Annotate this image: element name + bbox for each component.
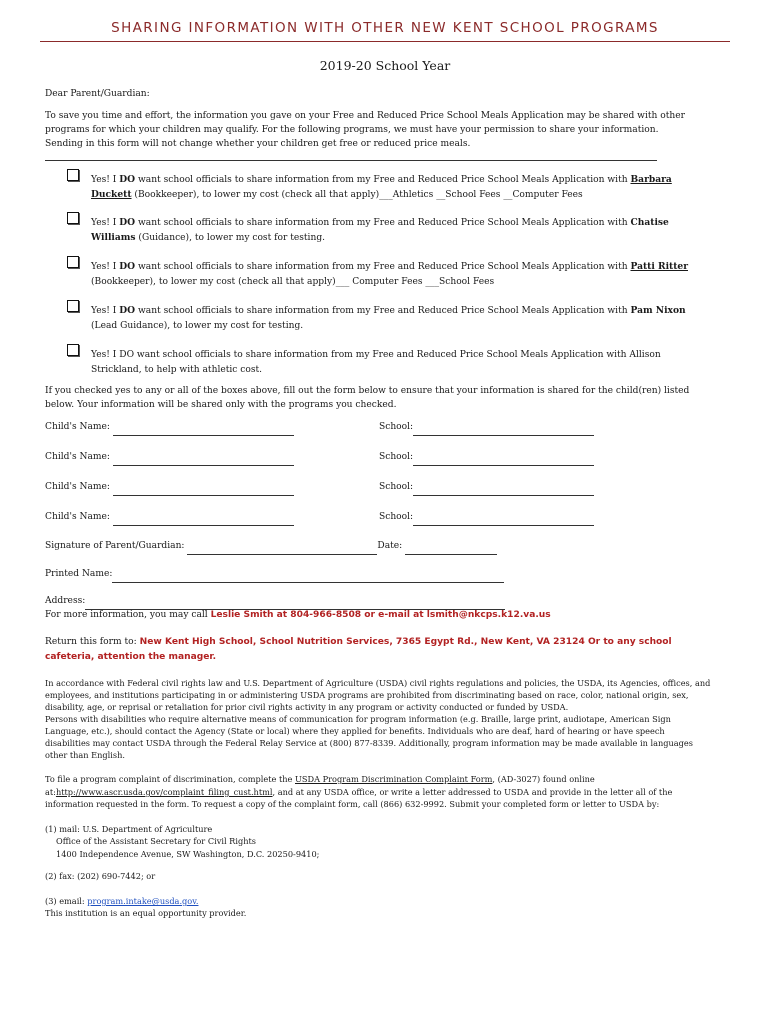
child-row: Child's Name: [45,511,294,526]
checkbox-allison-strickland[interactable] [67,344,79,356]
child-row: Child's Name: [45,481,294,496]
statement-line: other than English. [45,750,125,760]
printed-name-row: Printed Name: [45,568,504,583]
instruction-line: If you checked yes to any or all of the boxes above, fill out the form below to ensure that your information is shared for the child(ren) listed [45,386,690,396]
contact-name: Duckett [91,188,132,200]
child-row: Child's Name: [45,451,294,466]
intro-line: To save you time and effort, the information you gave on your Free and Reduced Price School Meals Application may be shared with other [45,111,685,121]
complaint-url-link[interactable]: http://www.ascr.usda.gov/complaint_filing_cust.html [55,787,273,797]
date-field[interactable] [405,540,497,555]
return-address: New Kent High School, School Nutrition Services, 7365 Egypt Rd., New Kent, VA 23124 Or to any school [139,637,672,647]
school-row: School: [379,511,594,526]
more-info: For more information, you may call Leslie Smith at 804-966-8508 or e-mail at lsmith@nkcps.k12.va.us [45,610,551,620]
statement-line: employees, and institutions participating in or administering USDA programs are prohibited from discriminating based on race, color, national origin, sex, [45,690,689,700]
email-line: (3) email: program.intake@usda.gov. [45,896,199,906]
equal-opportunity: This institution is an equal opportunity provider. [45,908,247,918]
checkbox-pam-nixon[interactable] [67,300,79,312]
intro-line: programs for which your children may qualify. For the following programs, we must have your permission to share your information. [45,125,659,135]
checkbox-barbara-duckett[interactable] [67,169,79,181]
school-year: 2019-20 School Year [319,58,451,73]
school-field[interactable] [413,421,594,436]
statement-line: Persons with disabilities who require alternative means of communication for program information (e.g. Braille, large print, audiotape, American Sign [45,714,671,724]
printed-name-field[interactable] [112,568,504,583]
address-row: Address: [45,595,505,610]
school-field[interactable] [413,481,594,496]
contact-name: Barbara [630,174,672,185]
greeting: Dear Parent/Guardian: [45,89,150,99]
page-title: SHARING INFORMATION WITH OTHER NEW KENT SCHOOL PROGRAMS [111,20,659,36]
fax-line: (2) fax: (202) 690-7442; or [45,871,156,881]
checkbox-patti-ritter[interactable] [67,256,79,268]
return-line: Return this form to: New Kent High School, School Nutrition Services, 7365 Egypt Rd., New Kent, VA 23124 Or to any school [45,637,672,647]
child-name-field[interactable] [113,421,294,436]
instruction-line: below. Your information will be shared only with the programs you checked. [45,400,397,410]
child-name-field[interactable] [113,511,294,526]
address-field[interactable] [85,595,505,610]
school-field[interactable] [413,511,594,526]
contact-name: Pam Nixon [630,305,686,316]
school-row: School: [379,481,594,496]
contact-info: Leslie Smith at 804-966-8508 or e-mail at lsmith@nkcps.k12.va.us [210,610,551,620]
form-page: SHARING INFORMATION WITH OTHER NEW KENT SCHOOL PROGRAMS 2019-20 School Year Dear Parent/Guardian: To save you time and effort, the information you gave on your Free and Reduced Price School Meals Application may be shared with other programs for which your children may qualify. For the following programs, we must have your permission to share your information. Sending in this form will not change whether your children get free or reduced price meals. Yes! I DO want school officials to share information from my Free and Reduced Price School Meals Application with Barbara Duckett (Bookkeeper), to lower my cost (check all that apply)___Athletics __School Fees __Computer Fees Yes! I DO want school officials to share information from my Free and Reduced Price School Meals Application with Chatise Williams (Guidance), to lower my cost for testing. Yes! I DO want school officials to share information from my Free and Reduced Price School Meals Application with Patti Ritter (Bookkeeper), to lower my cost (check all that apply)___ Computer Fees ___School Fees Yes! I DO want school officials to share information from my Free and Reduced Price School Meals Application with Pam Nixon (Lead Guidance), to lower my cost for testing. Yes! I DO want school officials to share information from my Free and Reduced Price School Meals Application with Allison Strickland, to help with athletic cost. If you checked yes to any or all of the boxes above, fill out the form below to ensure that your information is shared for the child(ren) listed below. Your information will be shared only with the programs you checked. Child's Name: School: Child's Name: School: Child's Name: School: Child's Name: School: Signature of Parent/Guardian: Date: Printed Name: Address: For more information, you may call Leslie Smith at 804-966-8508 or e-mail at lsmith@nkcps.k12.va.us Return this form to: New Kent High School, School Nutrition Services, 7365 Egypt Rd., New Kent, VA 23124 Or to any school cafeteria, attention the manager. In accordance with Federal civil rights law and U.S. Department of Agriculture (USDA) civil rights regulations and policies, the USDA, its Agencies, offices, and employees, and institutions participating in or administering USDA programs are prohibited from discriminating based on race, color, national origin, sex, disability, age, or reprisal or retaliation for prior civil rights activity in any program or activity conducted or funded by USDA. Persons with disabilities who require alternative means of communication for program information (e.g. Braille, large print, audiotape, American Sign Language, etc.), should contact the Agency (State or local) where they applied for benefits. Individuals who are deaf, hard of hearing or have speech disabilities may contact USDA through the Federal Relay Service at (800) 877-8339. Additionally, program information may be made available in languages other than English. To file a program complaint of discrimination, complete the USDA Program Discrimination Complaint Form, (AD-3027) found online at:http://www.ascr.usda.gov/complaint_filing_cust.html, and at any USDA office, or write a letter addressed to USDA and provide in the letter all of the information requested in the form. To request a copy of the complaint form, call (866) 632-9992. Submit your completed form or letter to USDA by: (1) mail: U.S. Department of Agriculture Office of the Assistant Secretary for Civil Rights 1400 Independence Avenue, SW Washington, D.C. 20250-9410; (2) fax: (202) 690-7442; or (3) email: program.intake@usda.gov. This institution is an equal opportunity provider. [0,0,770,1024]
school-row: School: [379,421,594,436]
statement-line: In accordance with Federal civil rights law and U.S. Department of Agriculture (USDA) civil rights regulations and policies, the USDA, its Agencies, offices, and [45,678,711,688]
signature-field[interactable] [187,540,377,555]
child-name-field[interactable] [113,481,294,496]
contact-name: Patti Ritter [630,261,688,272]
complaint-form-link[interactable]: USDA Program Discrimination Complaint Form [295,774,493,784]
contact-name: Chatise [630,217,669,228]
school-field[interactable] [413,451,594,466]
section-divider [45,160,657,161]
contact-name: Williams [91,231,136,243]
title-divider [40,41,730,42]
return-line: cafeteria, attention the manager. [45,652,217,662]
statement-line: disabilities may contact USDA through the Federal Relay Service at (800) 877-8339. Additionally, program information may be made available in languages [45,738,693,748]
checkbox-chatise-williams[interactable] [67,212,79,224]
school-row: School: [379,451,594,466]
child-row: Child's Name: [45,421,294,436]
email-link[interactable]: program.intake@usda.gov. [87,896,199,906]
intro-line: Sending in this form will not change whether your children get free or reduced price meals. [45,139,471,149]
statement-line: Language, etc.), should contact the Agency (State or local) where they applied for benefits. Individuals who are deaf, hard of hearing or have speech [45,726,665,736]
signature-row: Signature of Parent/Guardian: Date: [45,540,497,555]
statement-line: disability, age, or reprisal or retaliation for prior civil rights activity in any program or activity conducted or funded by USDA. [45,702,569,712]
child-name-field[interactable] [113,451,294,466]
